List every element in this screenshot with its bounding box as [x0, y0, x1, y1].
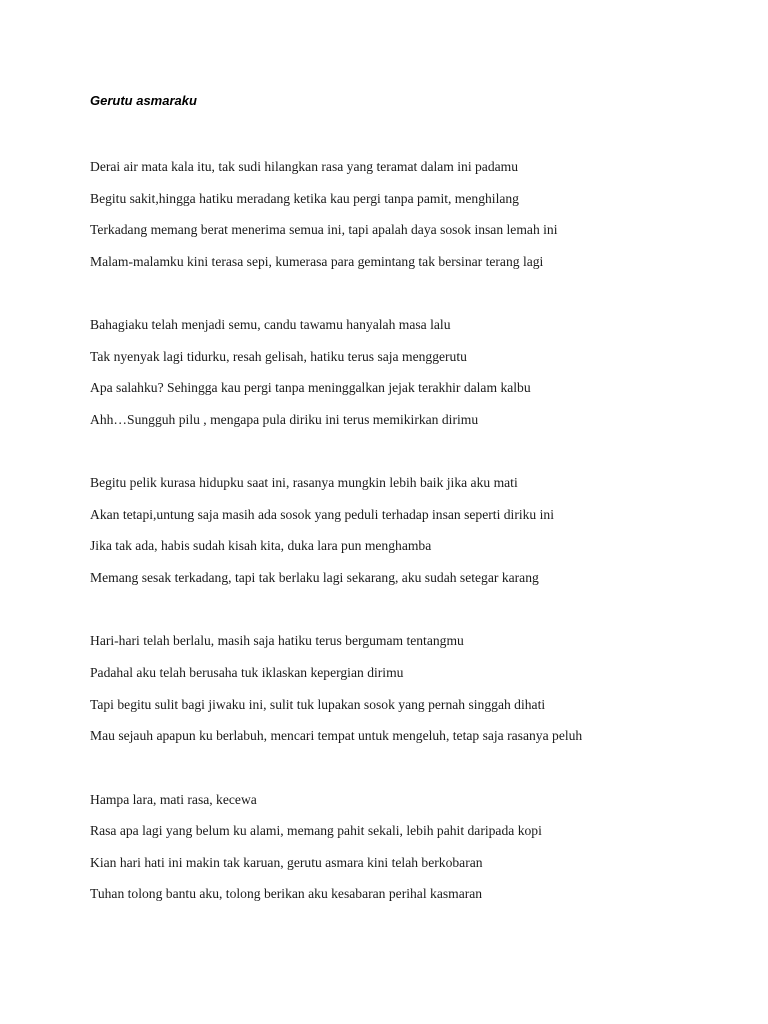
poem-title: Gerutu asmaraku	[90, 93, 197, 108]
poem-line: Begitu pelik kurasa hidupku saat ini, rasanya mungkin lebih baik jika aku mati	[90, 475, 518, 490]
poem-line: Padahal aku telah berusaha tuk iklaskan kepergian dirimu	[90, 665, 404, 680]
poem-line: Bahagiaku telah menjadi semu, candu tawamu hanyalah masa lalu	[90, 317, 451, 332]
poem-line: Malam-malamku kini terasa sepi, kumerasa para gemintang tak bersinar terang lagi	[90, 254, 544, 269]
poem-line: Ahh…Sungguh pilu , mengapa pula diriku ini terus memikirkan dirimu	[90, 412, 479, 427]
poem-line: Kian hari hati ini makin tak karuan, gerutu asmara kini telah berkobaran	[90, 855, 483, 870]
poem-line: Begitu sakit,hingga hatiku meradang ketika kau pergi tanpa pamit, menghilang	[90, 191, 519, 206]
poem-line: Derai air mata kala itu, tak sudi hilangkan rasa yang teramat dalam ini padamu	[90, 159, 519, 174]
poem-line: Akan tetapi,untung saja masih ada sosok yang peduli terhadap insan seperti diriku ini	[90, 507, 554, 522]
poem-line: Mau sejauh apapun ku berlabuh, mencari tempat untuk mengeluh, tetap saja rasanya peluh	[90, 728, 583, 743]
poem-line: Hari-hari telah berlalu, masih saja hatiku terus bergumam tentangmu	[90, 633, 464, 648]
poem-line: Jika tak ada, habis sudah kisah kita, duka lara pun menghamba	[90, 538, 432, 553]
poem-line: Apa salahku? Sehingga kau pergi tanpa meninggalkan jejak terakhir dalam kalbu	[90, 380, 531, 395]
poem-line: Rasa apa lagi yang belum ku alami, memang pahit sekali, lebih pahit daripada kopi	[90, 823, 542, 838]
poem-line: Tuhan tolong bantu aku, tolong berikan aku kesabaran perihal kasmaran	[90, 886, 483, 901]
poem-line: Tapi begitu sulit bagi jiwaku ini, sulit tuk lupakan sosok yang pernah singgah dihati	[90, 697, 546, 712]
poem-line: Hampa lara, mati rasa, kecewa	[90, 792, 257, 807]
poem-line: Memang sesak terkadang, tapi tak berlaku lagi sekarang, aku sudah setegar karang	[90, 570, 539, 585]
poem-line: Tak nyenyak lagi tidurku, resah gelisah, hatiku terus saja menggerutu	[90, 349, 467, 364]
poem-line: Terkadang memang berat menerima semua ini, tapi apalah daya sosok insan lemah ini	[90, 222, 558, 237]
